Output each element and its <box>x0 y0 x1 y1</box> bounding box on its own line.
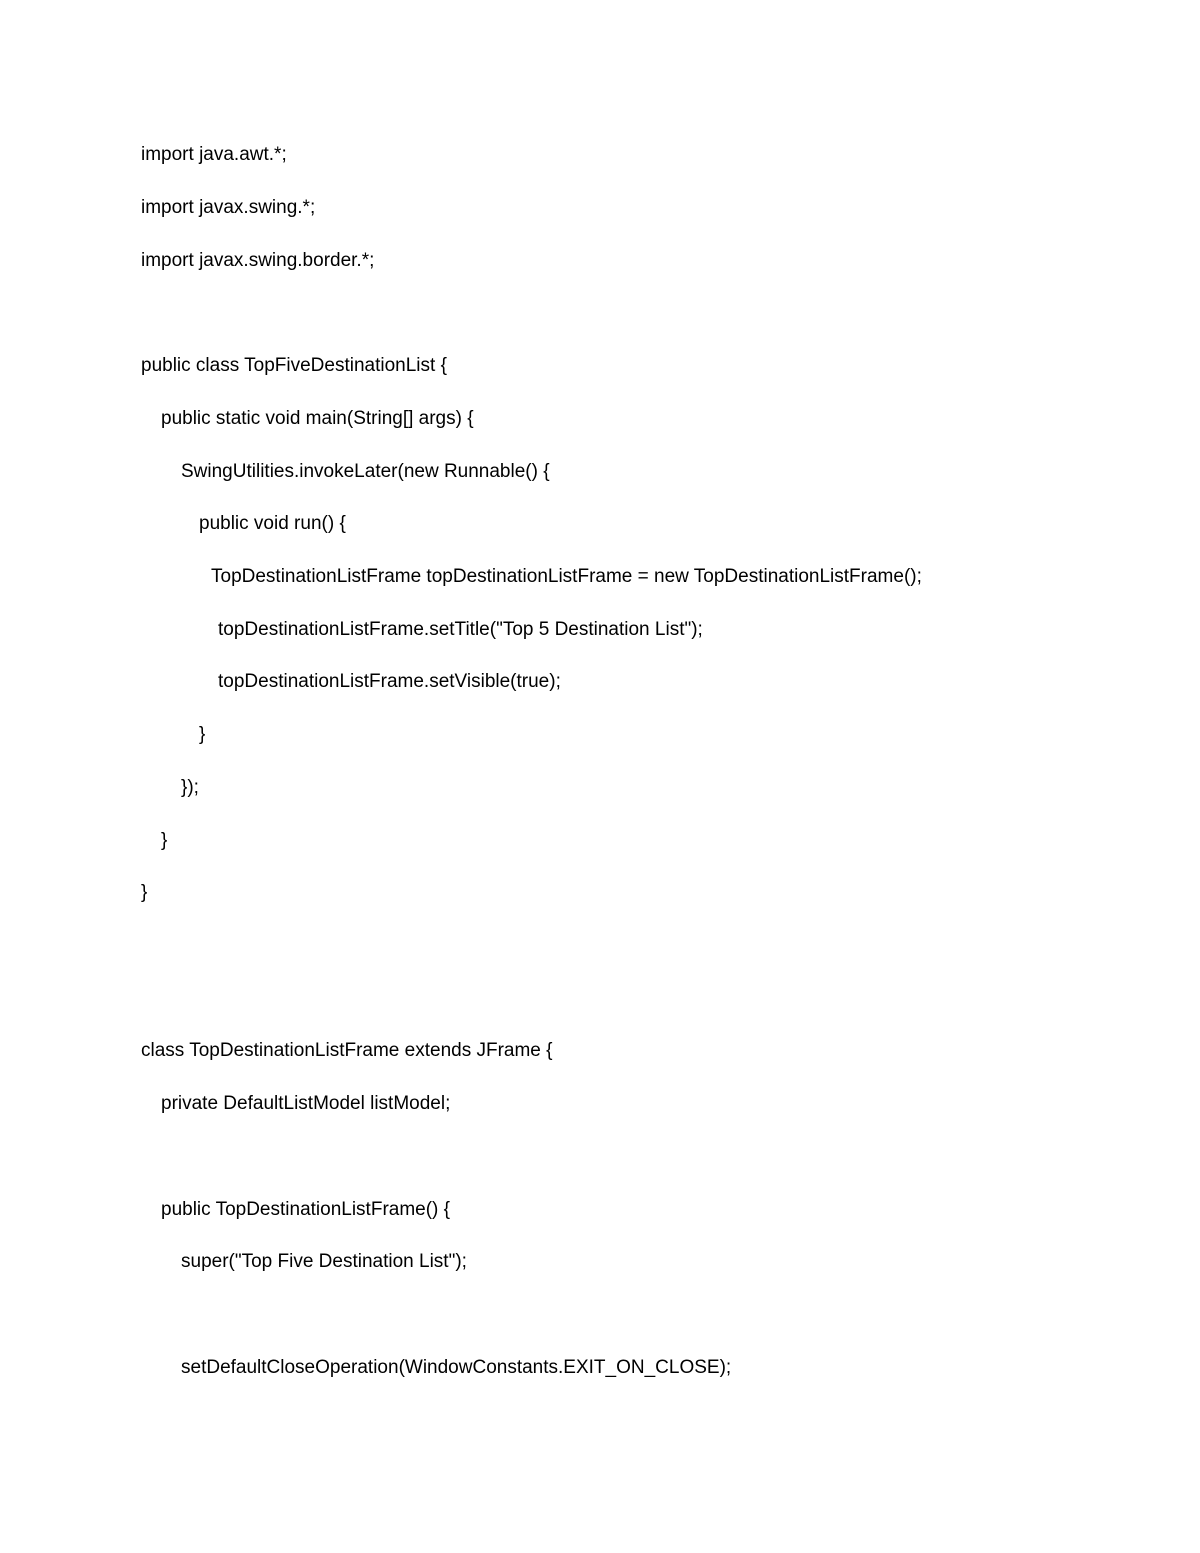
code-line-close-runnable: }); <box>181 777 199 798</box>
code-line-import-border: import javax.swing.border.*; <box>141 250 375 271</box>
code-line-set-visible: topDestinationListFrame.setVisible(true); <box>218 671 561 692</box>
code-line-super-call: super("Top Five Destination List"); <box>181 1251 467 1272</box>
code-line-main-method: public static void main(String[] args) { <box>161 408 474 429</box>
code-line-constructor: public TopDestinationListFrame() { <box>161 1199 451 1220</box>
code-line-close-class: } <box>141 882 148 903</box>
code-line-import-awt: import java.awt.*; <box>141 144 287 165</box>
code-line-set-title: topDestinationListFrame.setTitle("Top 5 Destination List"); <box>218 619 703 640</box>
code-line-list-model-field: private DefaultListModel listModel; <box>161 1093 451 1114</box>
code-line-frame-class: class TopDestinationListFrame extends JFrame { <box>141 1040 553 1061</box>
code-line-default-close-operation: setDefaultCloseOperation(WindowConstants.EXIT_ON_CLOSE); <box>181 1357 732 1378</box>
code-line-import-swing: import javax.swing.*; <box>141 197 316 218</box>
code-line-frame-instantiation: TopDestinationListFrame topDestinationListFrame = new TopDestinationListFrame(); <box>211 566 922 587</box>
code-line-close-main: } <box>161 830 168 851</box>
code-line-run-method: public void run() { <box>199 513 346 534</box>
code-line-class-declaration: public class TopFiveDestinationList { <box>141 355 447 376</box>
code-line-invoke-later: SwingUtilities.invokeLater(new Runnable() { <box>181 461 550 482</box>
code-line-close-run: } <box>199 724 206 745</box>
